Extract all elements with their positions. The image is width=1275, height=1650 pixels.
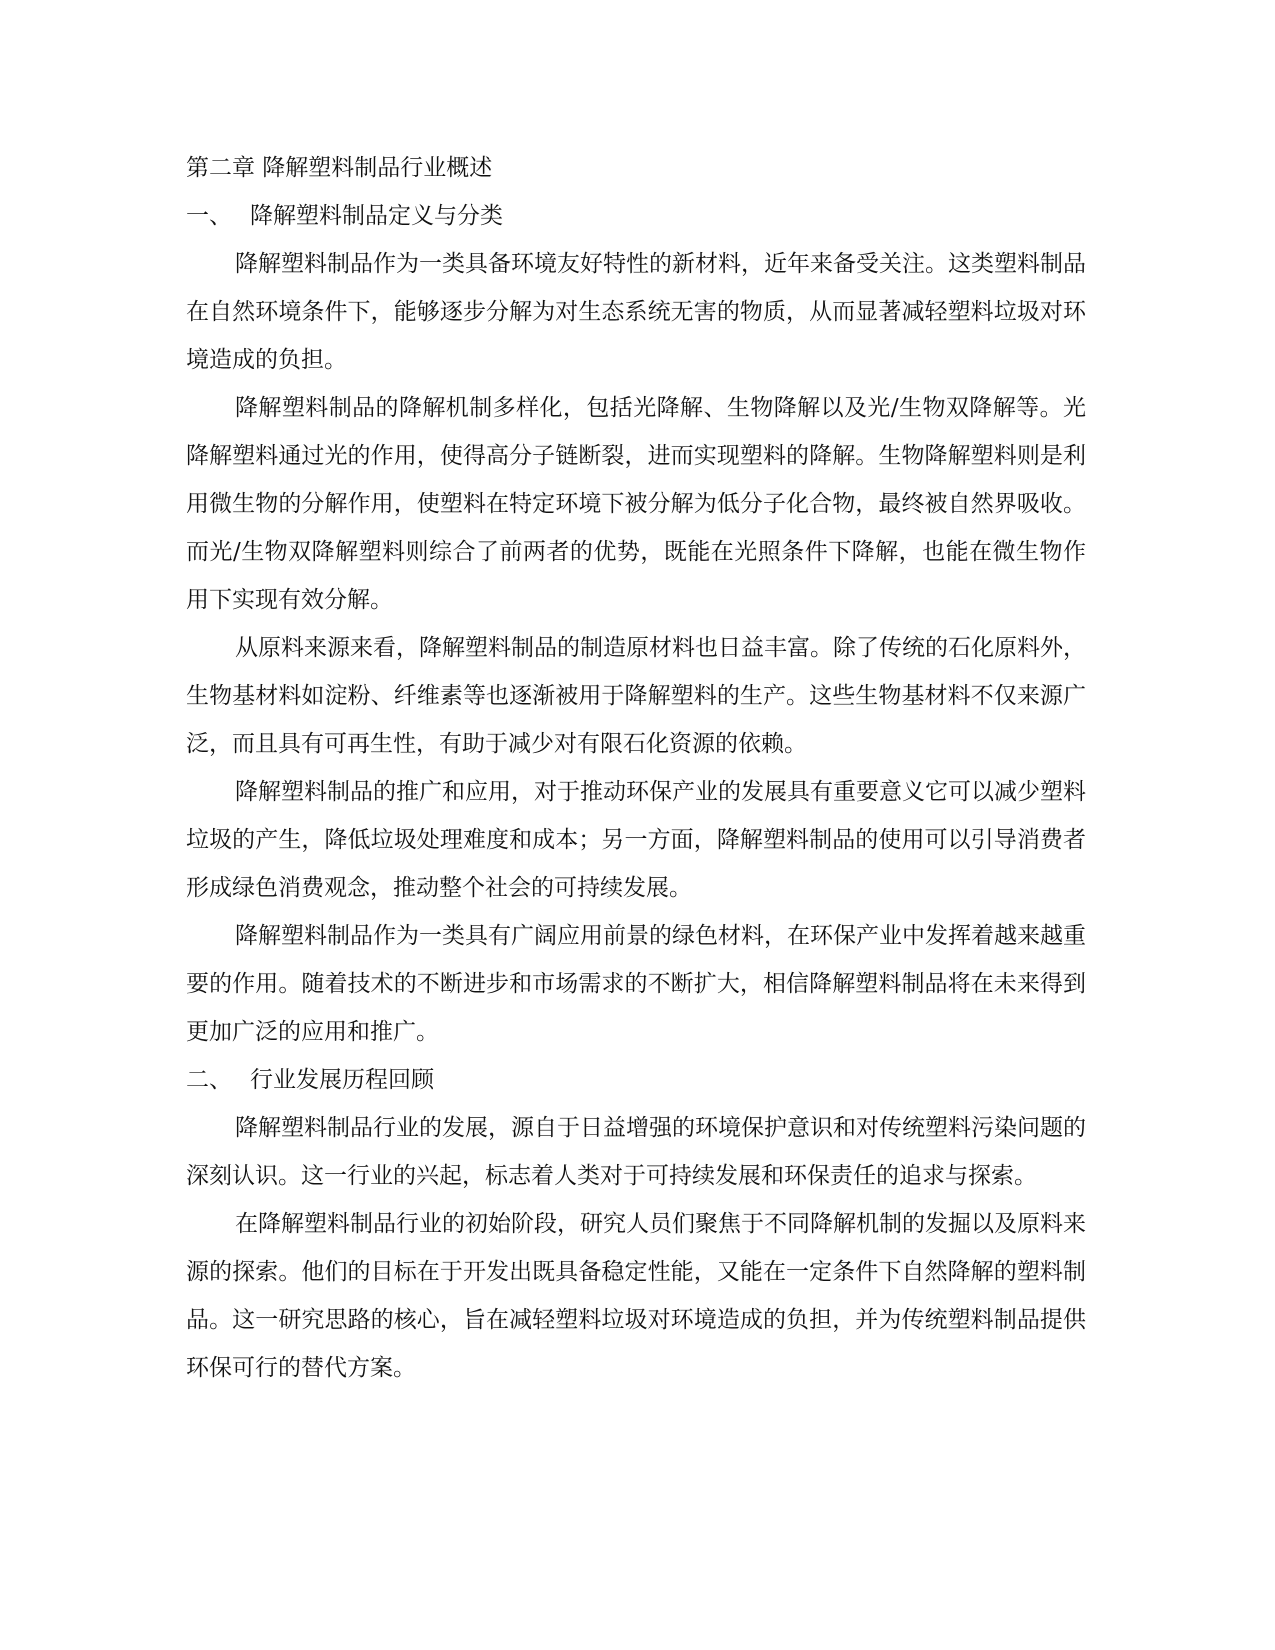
section-heading-1 (186, 192, 1086, 240)
paragraph: 降解塑料制品作为一类具备环境友好特性的新材料，近年来备受关注。这类塑料制品在自然环境条件下，能够逐步分解为对生态系统无害的物质，从而显著减轻塑料垃圾对环境造成的负担。 (186, 251, 1086, 373)
paragraph: 在降解塑料制品行业的初始阶段，研究人员们聚焦于不同降解机制的发掘以及原料来源的探索。他们的目标在于开发出既具备稳定性能，又能在一定条件下自然降解的塑料制品。这一研究思路的核心，旨在减轻塑料垃圾对环境造成的负担，并为传统塑料制品提供环保可行的替代方案。 (186, 1211, 1086, 1381)
paragraph: 降解塑料制品行业的发展，源自于日益增强的环境保护意识和对传统塑料污染问题的深刻认识。这一行业的兴起，标志着人类对于可持续发展和环保责任的追求与探索。 (186, 1115, 1086, 1189)
section-heading-2 (186, 1056, 1086, 1104)
section-title: 降解塑料制品定义与分类 (250, 203, 503, 229)
paragraph: 降解塑料制品的推广和应用，对于推动环保产业的发展具有重要意义它可以减少塑料垃圾的产生，降低垃圾处理难度和成本；另一方面，降解塑料制品的使用可以引导消费者形成绿色消费观念，推动整个社会的可持续发展。 (186, 779, 1086, 901)
chapter-title: 第二章 降解塑料制品行业概述 (186, 155, 493, 181)
paragraph: 降解塑料制品的降解机制多样化，包括光降解、生物降解以及光/生物双降解等。光降解塑料通过光的作用，使得高分子链断裂，进而实现塑料的降解。生物降解塑料则是利用微生物的分解作用，使塑料在特定环境下被分解为低分子化合物，最终被自然界吸收。而光/生物双降解塑料则综合了前两者的优势，既能在光照条件下降解，也能在微生物作用下实现有效分解。 (186, 395, 1086, 613)
section-title: 行业发展历程回顾 (250, 1067, 434, 1093)
section-number: 一、 (186, 203, 232, 229)
section-number: 二、 (186, 1067, 232, 1093)
paragraph: 降解塑料制品作为一类具有广阔应用前景的绿色材料，在环保产业中发挥着越来越重要的作用。随着技术的不断进步和市场需求的不断扩大，相信降解塑料制品将在未来得到更加广泛的应用和推广。 (186, 923, 1086, 1045)
document-body (186, 144, 1086, 1392)
paragraph: 从原料来源来看，降解塑料制品的制造原材料也日益丰富。除了传统的石化原料外，生物基材料如淀粉、纤维素等也逐渐被用于降解塑料的生产。这些生物基材料不仅来源广泛，而且具有可再生性，有助于减少对有限石化资源的依赖。 (186, 635, 1086, 757)
